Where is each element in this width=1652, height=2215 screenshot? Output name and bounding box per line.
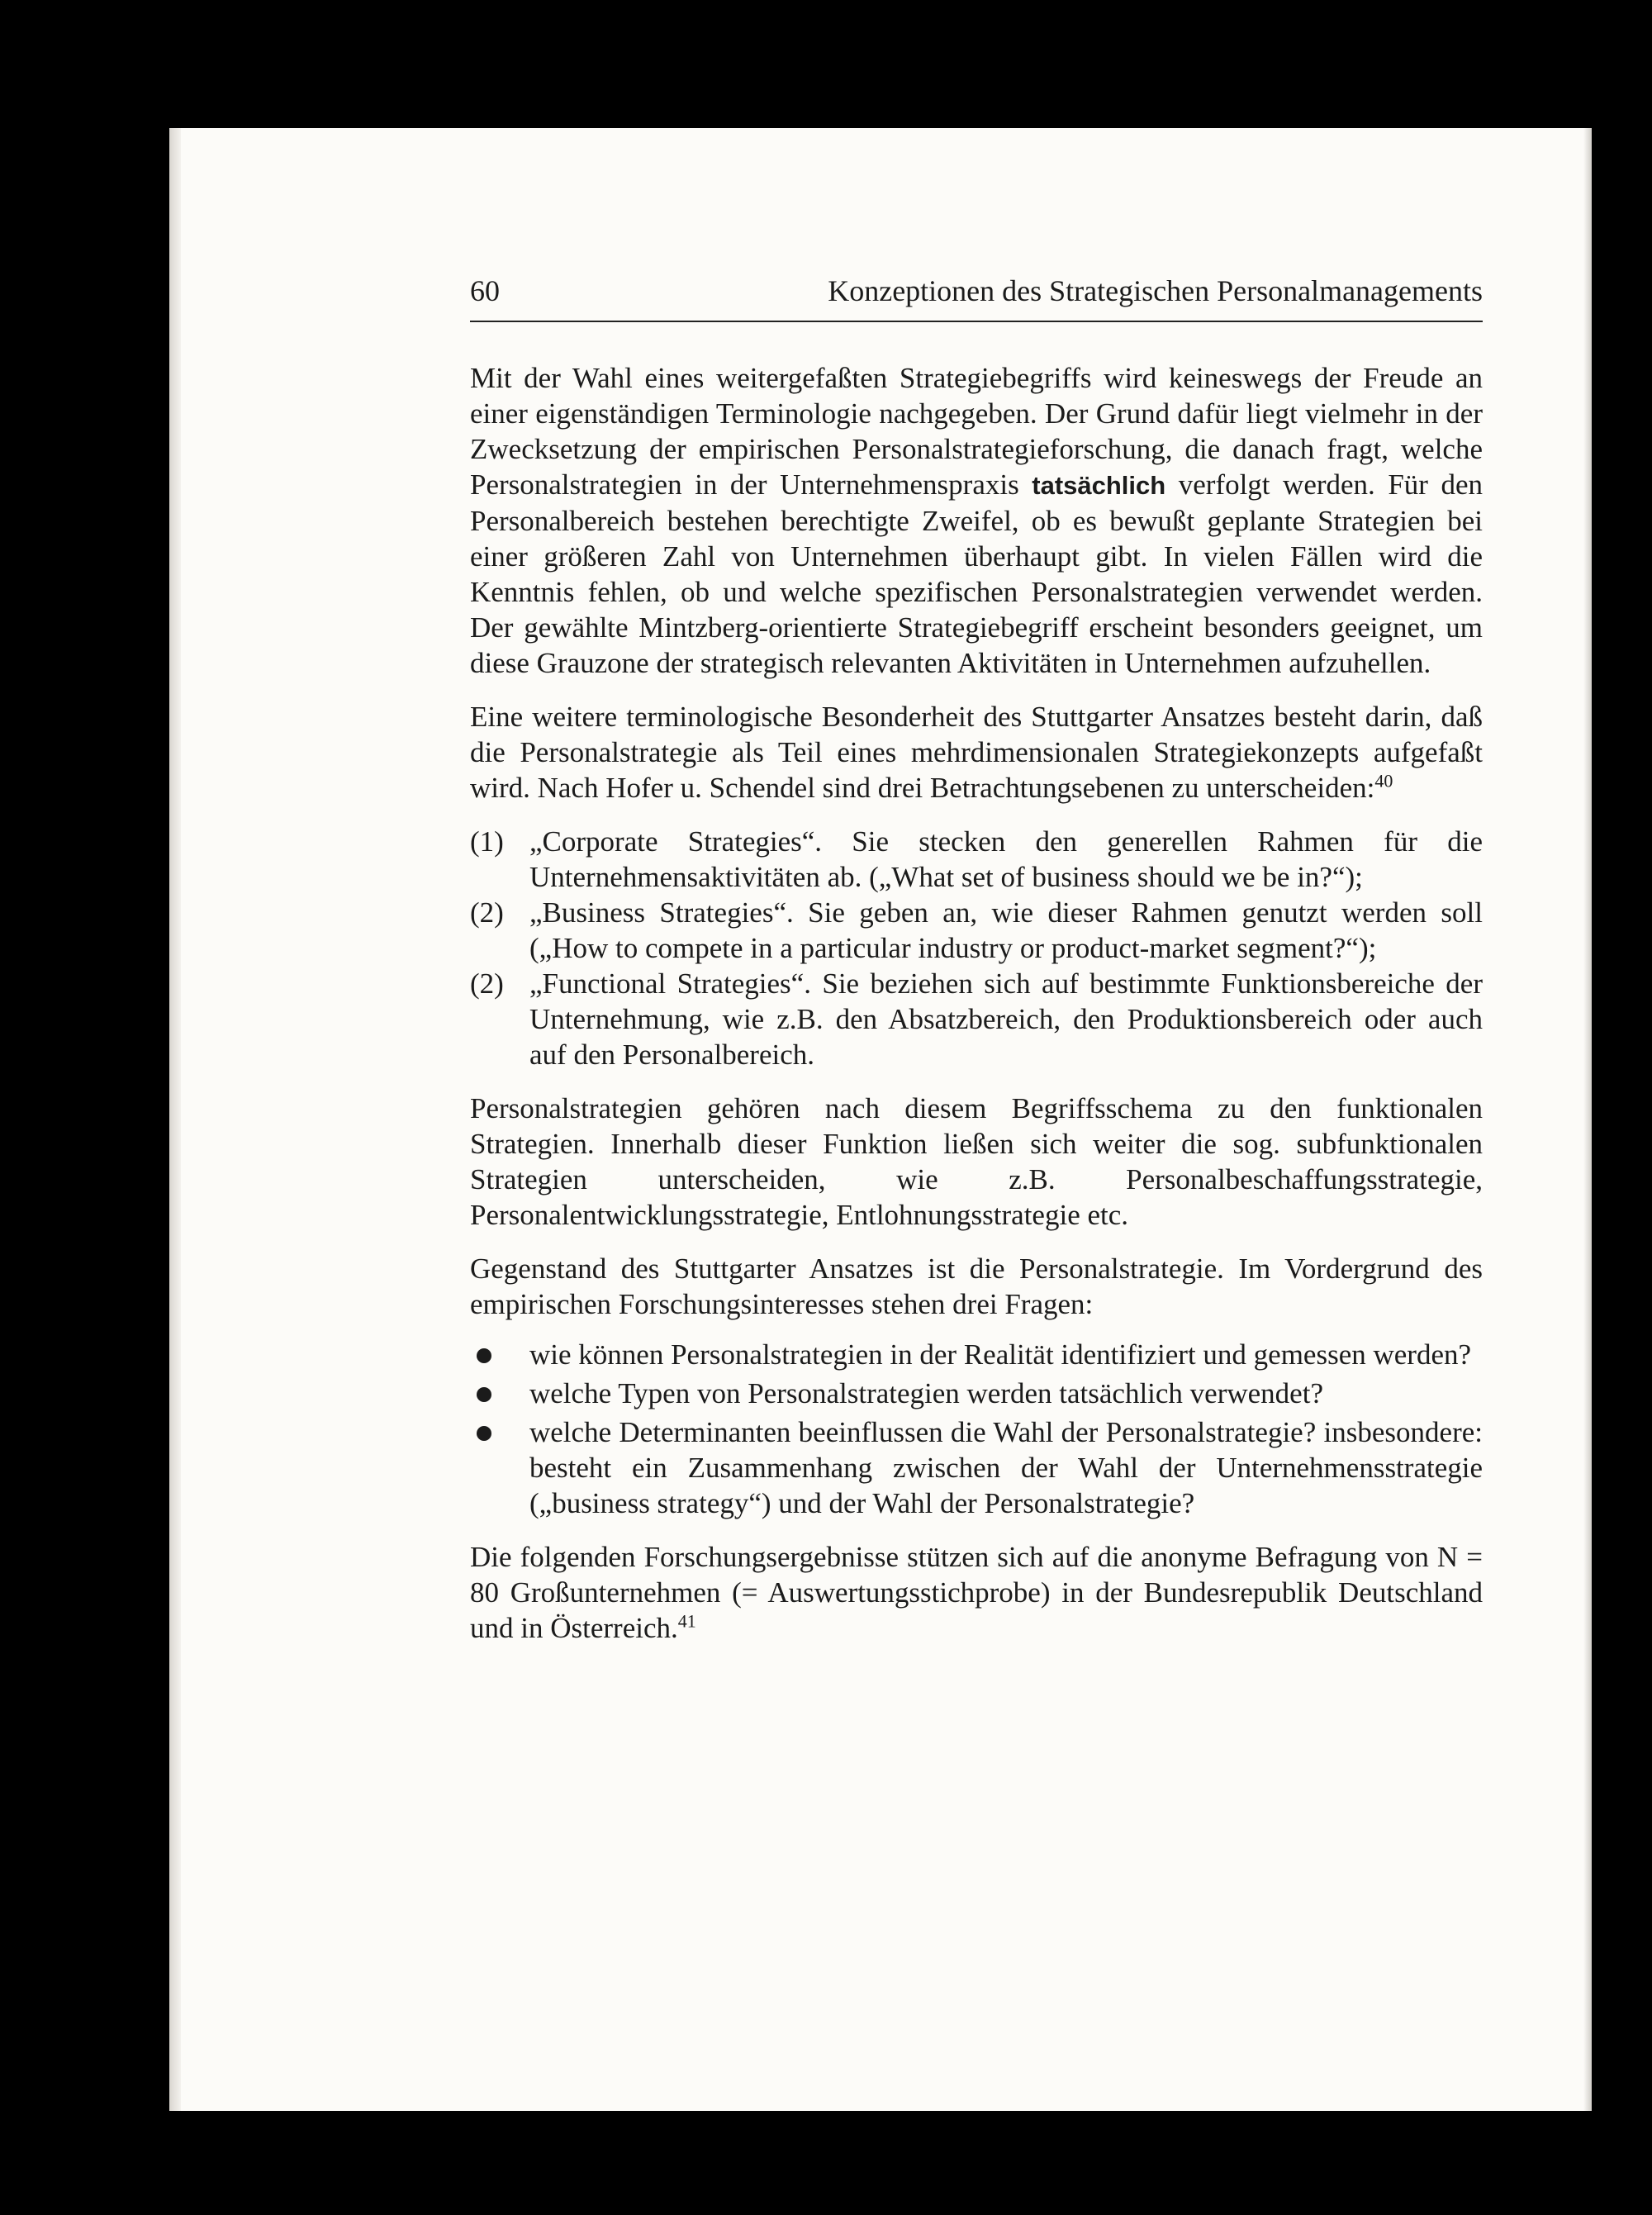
paragraph-1 [470, 360, 1483, 681]
list-marker: (2) [470, 967, 504, 1000]
page-edge-shadow [1583, 128, 1592, 2111]
paragraph-1-part-b: verfolgt werden. Für den Personalbereich bestehen berechtigte Zweifel, ob es bewußt geplante Strategien bei einer größeren Zahl von Unternehmen überhaupt gibt. In vielen Fällen wird die Kenntnis fehlen, ob und welche spezifischen Personalstrategien verwendet werden. Der gewählte Mintzberg-orientierte Strategiebegriff erscheint besonders geeignet, um diese Grauzone der strategisch relevanten Aktivitäten in Unternehmen aufzuhellen. [470, 468, 1483, 679]
list-marker: (1) [470, 825, 504, 858]
footnote-ref-40: 40 [1374, 770, 1393, 791]
running-title: Konzeptionen des Strategischen Personalmanagements [828, 274, 1483, 307]
list-item [470, 966, 1483, 1072]
bullet-icon [477, 1426, 491, 1441]
research-questions-list [470, 1337, 1483, 1521]
list-item-text: „Corporate Strategies“. Sie stecken den generellen Rahmen für die Unternehmensaktivitäten ab. („What set of business should we be in?“); [529, 825, 1483, 893]
list-item-text: wie können Personalstrategien in der Realität identifiziert und gemessen werden? [529, 1338, 1472, 1371]
list-item [470, 824, 1483, 895]
list-item-text: „Functional Strategies“. Sie beziehen sich auf bestimmte Funktionsbereiche der Unternehmung, wie z.B. den Absatzbereich, den Produktionsbereich oder auch auf den Personalbereich. [529, 967, 1483, 1071]
bullet-icon [477, 1387, 491, 1402]
paragraph-2-text: Eine weitere terminologische Besonderheit des Stuttgarter Ansatzes besteht darin, daß die Personalstrategie als Teil eines mehrdimensionalen Strategiekonzepts aufgefaßt wird. Nach Hofer u. Schendel sind drei Betrachtungsebenen zu unterscheiden: [470, 701, 1483, 804]
list-item-text: welche Typen von Personalstrategien werden tatsächlich verwendet? [529, 1377, 1323, 1409]
page-content [470, 273, 1483, 1664]
page-number: 60 [470, 274, 500, 307]
list-item-text: „Business Strategies“. Sie geben an, wie dieser Rahmen genutzt werden soll („How to compete in a particular industry or product-market segment?“); [529, 896, 1483, 964]
paragraph-5-text: Die folgenden Forschungsergebnisse stützen sich auf die anonyme Befragung von N = 80 Großunternehmen (= Auswertungsstichprobe) in der Bundesrepublik Deutschland und in Österreich. [470, 1541, 1483, 1644]
paragraph-2 [470, 699, 1483, 806]
paragraph-5 [470, 1539, 1483, 1646]
list-marker: (2) [470, 896, 504, 929]
list-item [470, 1337, 1483, 1372]
footnote-ref-41: 41 [677, 1610, 696, 1632]
paragraph-1-part-a: Mit der Wahl eines weitergefaßten Strategiebegriffs wird keineswegs der Freude an einer eigenständigen Terminologie nachgegeben. Der Grund dafür liegt vielmehr in der Zwecksetzung der empirischen Personalstrategieforschung, die danach fragt, welche Personalstrategien in der Unternehmenspraxis [470, 362, 1483, 501]
strategy-levels-list [470, 824, 1483, 1072]
running-header [470, 273, 1483, 322]
list-item [470, 895, 1483, 966]
paragraph-3: Personalstrategien gehören nach diesem Begriffsschema zu den funktionalen Strategien. Innerhalb dieser Funktion ließen sich weiter die sog. subfunktionalen Strategien unterscheiden, wie z.B. Personalbeschaffungsstrategie, Personalentwicklungsstrategie, Entlohnungsstrategie etc. [470, 1092, 1483, 1231]
bullet-icon [477, 1348, 491, 1363]
list-item [470, 1414, 1483, 1521]
list-item [470, 1376, 1483, 1411]
book-page [169, 128, 1592, 2111]
page-spine-shadow [169, 128, 181, 2111]
paragraph-4: Gegenstand des Stuttgarter Ansatzes ist die Personalstrategie. Im Vordergrund des empirischen Forschungsinteresses stehen drei Fragen: [470, 1252, 1483, 1320]
paragraph-1-bold: tatsächlich [1032, 471, 1166, 500]
list-item-text: welche Determinanten beeinflussen die Wahl der Personalstrategie? insbesondere: besteht ein Zusammenhang zwischen der Wahl der Unternehmensstrategie („business strategy“) und der Wahl der Personalstrategie? [529, 1416, 1483, 1519]
